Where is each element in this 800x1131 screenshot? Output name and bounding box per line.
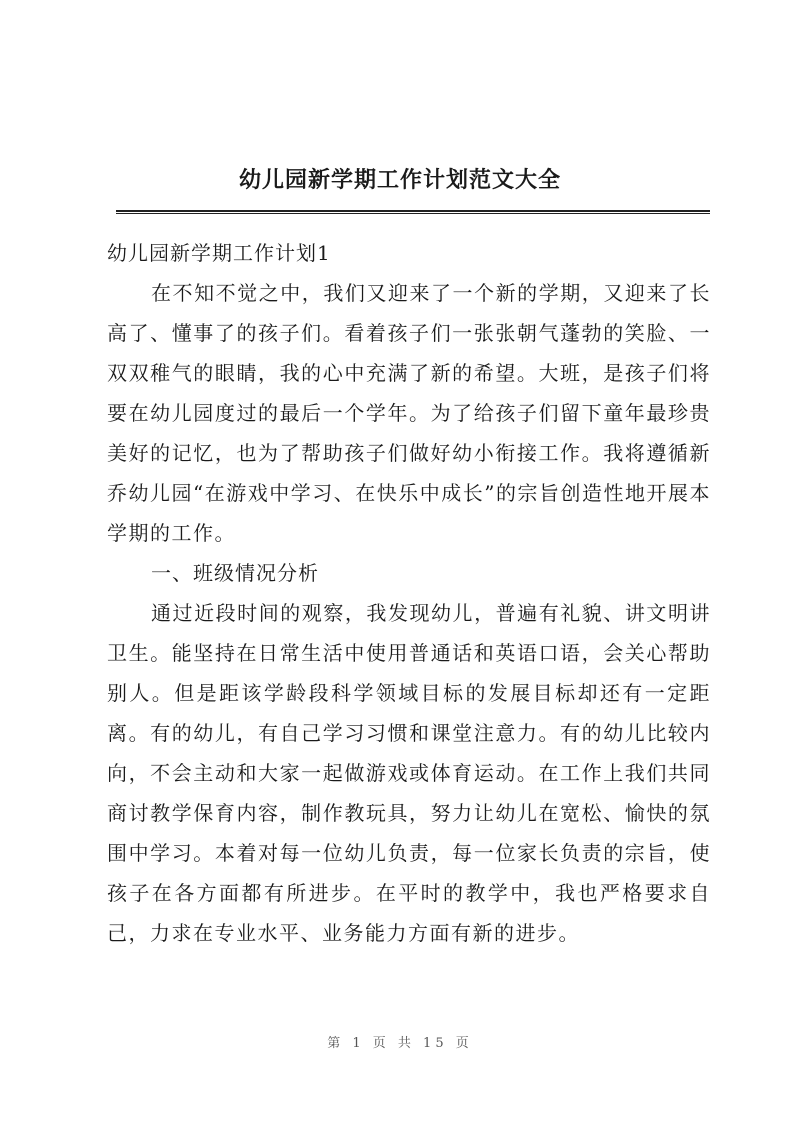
paragraph-intro: 在不知不觉之中，我们又迎来了一个新的学期，又迎来了长高了、懂事了的孩子们。看着孩子们一张张朝气蓬勃的笑脸、一双双稚气的眼睛，我的心中充满了新的希望。大班，是孩子们将要在幼儿园度过的最后一个学年。为了给孩子们留下童年最珍贵美好的记忆，也为了帮助孩子们做好幼小衔接工作。我将遵循新乔幼儿园“在游戏中学习、在快乐中成长”的宗旨创造性地开展本学期的工作。 — [107, 281, 711, 545]
paragraph-class-analysis: 通过近段时间的观察，我发现幼儿，普遍有礼貌、讲文明讲卫生。能坚持在日常生活中使用普通话和英语口语，会关心帮助别人。但是距该学龄段科学领域目标的发展目标却还有一定距离。有的幼儿，有自己学习习惯和课堂注意力。有的幼儿比较内向，不会主动和大家一起做游戏或体育运动。在工作上我们共同商讨教学保育内容，制作教玩具，努力让幼儿在宽松、愉快的氛围中学习。本着对每一位幼儿负责，每一位家长负责的宗旨，使孩子在各方面都有所进步。在平时的教学中，我也严格要求自己，力求在专业水平、业务能力方面有新的进步。 — [107, 601, 711, 945]
document-body — [107, 233, 711, 953]
section-heading: 幼儿园新学期工作计划1 — [107, 241, 331, 265]
title-divider — [116, 210, 710, 214]
subheading-class-analysis: 一、班级情况分析 — [151, 561, 319, 585]
page-footer: 第 1 页 共 15 页 — [327, 1036, 473, 1051]
document-title: 幼儿园新学期工作计划范文大全 — [238, 167, 561, 193]
